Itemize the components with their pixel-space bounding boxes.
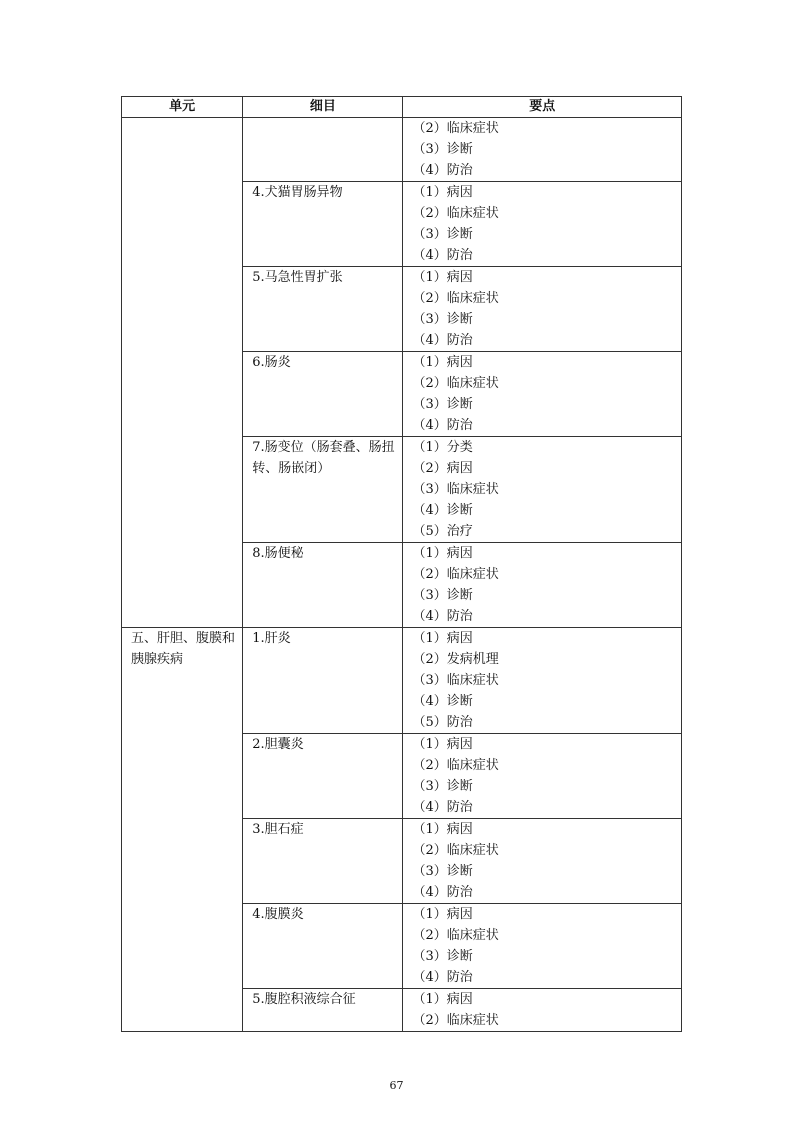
point-item: （3）诊断 — [412, 312, 473, 327]
points-cell — [403, 734, 682, 819]
item-cell: 7.肠变位（肠套叠、肠扭转、肠嵌闭） — [243, 437, 403, 543]
point-item: （1）病因 — [412, 631, 473, 646]
point-item: （2）发病机理 — [412, 652, 499, 667]
points-cell — [403, 904, 682, 989]
point-item: （4）防治 — [412, 609, 473, 624]
point-item: （2）临床症状 — [412, 1013, 499, 1028]
points-cell — [403, 819, 682, 904]
point-item: （4）防治 — [412, 970, 473, 985]
point-item: （2）临床症状 — [412, 758, 499, 773]
point-item: （1）分类 — [412, 440, 473, 455]
point-item: （2）临床症状 — [412, 567, 499, 582]
point-item: （2）临床症状 — [412, 928, 499, 943]
points-cell — [403, 118, 682, 182]
point-item: （4）防治 — [412, 885, 473, 900]
point-item: （2）临床症状 — [412, 121, 499, 136]
point-item: （3）诊断 — [412, 227, 473, 242]
header-unit: 单元 — [122, 97, 243, 118]
point-item: （3）诊断 — [412, 864, 473, 879]
points-cell — [403, 182, 682, 267]
point-item: （5）治疗 — [412, 524, 473, 539]
item-cell: 3.胆石症 — [243, 819, 403, 904]
item-cell: 4.犬猫胃肠异物 — [243, 182, 403, 267]
point-item: （1）病因 — [412, 737, 473, 752]
point-item: （1）病因 — [412, 185, 473, 200]
point-item: （4）诊断 — [412, 503, 473, 518]
unit-cell: 五、肝胆、腹膜和胰腺疾病 — [122, 628, 243, 1032]
point-item: （2）临床症状 — [412, 206, 499, 221]
item-cell: 6.肠炎 — [243, 352, 403, 437]
header-item: 细目 — [243, 97, 403, 118]
point-item: （2）临床症状 — [412, 291, 499, 306]
point-item: （2）病因 — [412, 461, 473, 476]
item-cell: 1.肝炎 — [243, 628, 403, 734]
item-cell: 2.胆囊炎 — [243, 734, 403, 819]
header-points: 要点 — [403, 97, 682, 118]
point-item: （4）诊断 — [412, 694, 473, 709]
table-row — [122, 118, 682, 182]
point-item: （4）防治 — [412, 418, 473, 433]
points-cell — [403, 989, 682, 1032]
points-cell — [403, 543, 682, 628]
item-cell: 5.腹腔积液综合征 — [243, 989, 403, 1032]
point-item: （2）临床症状 — [412, 376, 499, 391]
table-header-row — [122, 97, 682, 118]
points-cell — [403, 437, 682, 543]
item-cell: 8.肠便秘 — [243, 543, 403, 628]
point-item: （4）防治 — [412, 333, 473, 348]
point-item: （1）病因 — [412, 907, 473, 922]
syllabus-table — [121, 96, 682, 1032]
point-item: （3）诊断 — [412, 142, 473, 157]
point-item: （3）诊断 — [412, 779, 473, 794]
table-row — [122, 628, 682, 734]
point-item: （4）防治 — [412, 800, 473, 815]
point-item: （2）临床症状 — [412, 843, 499, 858]
table-body — [122, 118, 682, 1032]
point-item: （1）病因 — [412, 546, 473, 561]
item-cell: 4.腹膜炎 — [243, 904, 403, 989]
point-item: （1）病因 — [412, 270, 473, 285]
point-item: （1）病因 — [412, 992, 473, 1007]
points-cell — [403, 352, 682, 437]
point-item: （3）诊断 — [412, 397, 473, 412]
points-cell — [403, 628, 682, 734]
point-item: （4）防治 — [412, 163, 473, 178]
page-number: 67 — [389, 1079, 404, 1092]
point-item: （3）临床症状 — [412, 482, 499, 497]
point-item: （1）病因 — [412, 355, 473, 370]
unit-cell — [122, 118, 243, 628]
point-item: （3）临床症状 — [412, 673, 499, 688]
item-cell — [243, 118, 403, 182]
points-cell — [403, 267, 682, 352]
point-item: （5）防治 — [412, 715, 473, 730]
point-item: （3）诊断 — [412, 588, 473, 603]
point-item: （3）诊断 — [412, 949, 473, 964]
point-item: （4）防治 — [412, 248, 473, 263]
item-cell: 5.马急性胃扩张 — [243, 267, 403, 352]
point-item: （1）病因 — [412, 822, 473, 837]
